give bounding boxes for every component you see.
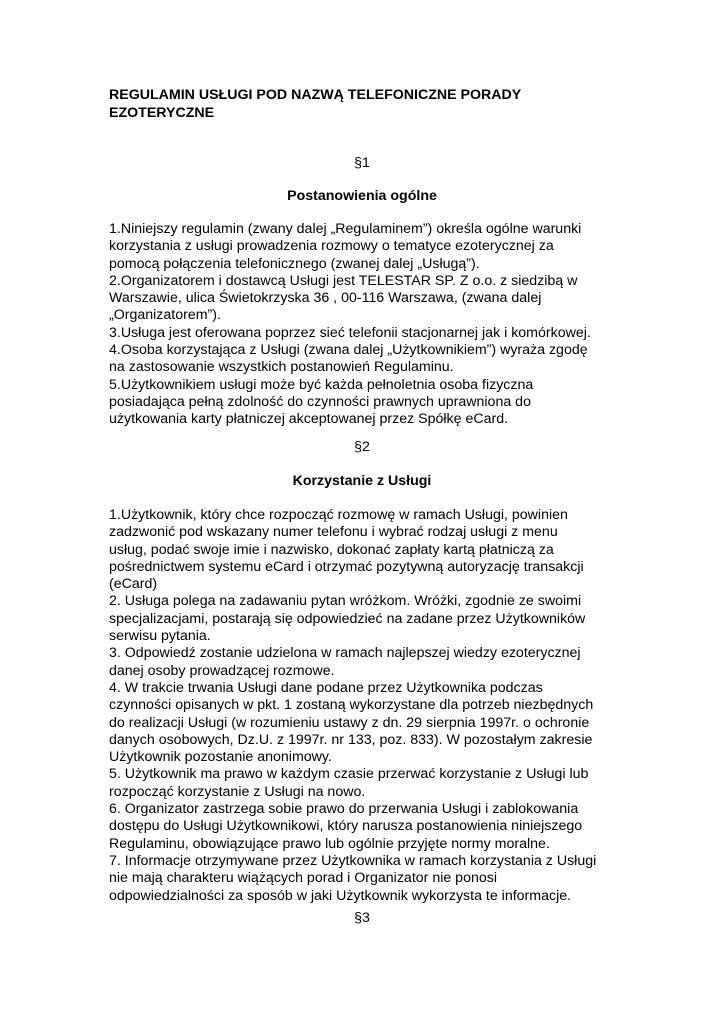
- section-1-line: 4.Osoba korzystająca z Usługi (zwana dalej „Użytkownikiem”) wyraża zgodę: [109, 342, 588, 359]
- section-2-line: 6. Organizator zastrzega sobie prawo do przerwania Usługi i zablokowania: [109, 801, 579, 818]
- section-2-line: 3. Odpowiedź zostanie udzielona w ramach najlepszej wiedzy ezoterycznej: [109, 645, 581, 662]
- section-1-line: korzystania z usługi prowadzenia rozmowy o tematyce ezoterycznej za: [109, 238, 554, 255]
- section-2-line: 5. Użytkownik ma prawo w każdym czasie przerwać korzystanie z Usługi lub: [109, 766, 589, 783]
- section-1-line: użytkowania karty płatniczej akceptowanej przez Spółkę eCard.: [109, 411, 509, 428]
- section-2-line: serwisu pytania.: [109, 628, 211, 645]
- section-2-line: 4. W trakcie trwania Usługi dane podane przez Użytkownika podczas: [109, 679, 543, 696]
- section-1-line: 3.Usługa jest oferowana poprzez sieć telefonii stacjonarnej jak i komórkowej.: [109, 324, 591, 341]
- section-1-line: Warszawie, ulica Świetokrzyska 36 , 00-116 Warszawa, (zwana dalej: [109, 290, 542, 307]
- section-2-heading: Korzystanie z Usługi: [292, 473, 432, 489]
- section-2-line: Regulaminu, obowiązujące prawo lub ogólnie przyjęte normy moralne.: [109, 835, 550, 852]
- section-1-number: §1: [354, 155, 370, 171]
- section-1-line: na zastosowanie wszystkich postanowień Regulaminu.: [109, 359, 454, 376]
- section-2-line: odpowiedzialności za sposób w jaki Użytkownik wykorzysta te informacje.: [109, 887, 572, 904]
- section-1-heading: Postanowienia ogólne: [287, 188, 437, 204]
- section-1-line: 1.Niniejszy regulamin (zwany dalej „Regulaminem”) określa ogólne warunki: [109, 221, 582, 237]
- section-1-line: pomocą połączenia telefonicznego (zwanej dalej „Usługą”).: [109, 255, 480, 272]
- section-2-number: §2: [354, 439, 370, 455]
- section-2-line: specjalizacjami, postarają się odpowiedzieć na zadane przez Użytkowników: [109, 610, 586, 627]
- section-2-line: dostępu do Usługi Użytkownikowi, który narusza postanowienia niniejszego: [109, 818, 583, 835]
- section-2-line: do realizacji Usługi (w rozumieniu ustawy z dn. 29 sierpnia 1997r. o ochronie: [109, 714, 590, 731]
- section-2-line: zadzwonić pod wskazany numer telefonu i wybrać rodzaj usługi z menu: [109, 524, 558, 541]
- section-1-line: 5.Użytkownikiem usługi może być każda pełnoletnia osoba fizyczna: [109, 376, 534, 393]
- section-2-line: danych osobowych, Dz.U. z 1997r. nr 133, poz. 833). W pozostałym zakresie: [109, 731, 593, 748]
- section-1-line: 2.Organizatorem i dostawcą Usługi jest TELESTAR SP. Z o.o. z siedzibą w: [109, 272, 578, 289]
- section-2-body: [109, 507, 629, 905]
- section-2-line: danej osoby prowadzącej rozmowe.: [109, 662, 335, 679]
- section-2-line: (eCard): [109, 576, 158, 593]
- title-line-2: EZOTERYCZNE: [109, 104, 215, 121]
- section-3-number: §3: [354, 910, 370, 926]
- section-2-line: 2. Usługa polega na zadawaniu pytan wróżkom. Wróżki, zgodnie ze swoimi: [109, 593, 582, 610]
- section-2-line: czynności opisanych w pkt. 1 zostaną wykorzystane dla potrzeb niezbędnych: [109, 697, 594, 714]
- section-1-line: „Organizatorem”).: [109, 307, 221, 324]
- section-2-line: 1.Użytkownik, który chce rozpocząć rozmowę w ramach Usługi, powinien: [109, 507, 568, 523]
- section-2-line: pośrednictwem systemu eCard i otrzymać pozytywną autoryzację transakcji: [109, 558, 584, 575]
- document-title: [109, 87, 629, 122]
- title-line-1: REGULAMIN USŁUGI POD NAZWĄ TELEFONICZNE PORADY: [109, 87, 522, 103]
- section-2-line: Użytkownik pozostanie anonimowy.: [109, 749, 332, 766]
- section-2-line: nie mają charakteru wiążących porad i Organizator nie ponosi: [109, 870, 497, 887]
- section-2-line: rozpocząć korzystanie z Usługi na nowo.: [109, 783, 366, 800]
- section-1-body: [109, 221, 629, 429]
- section-2-line: 7. Informacje otrzymywane przez Użytkownika w ramach korzystania z Usługi: [109, 852, 597, 869]
- section-1-line: posiadająca pełną zdolność do czynności prawnych uprawniona do: [109, 393, 531, 410]
- section-2-line: usług, podać swoje imie i nazwisko, dokonać zapłaty kartą płatniczą za: [109, 541, 554, 558]
